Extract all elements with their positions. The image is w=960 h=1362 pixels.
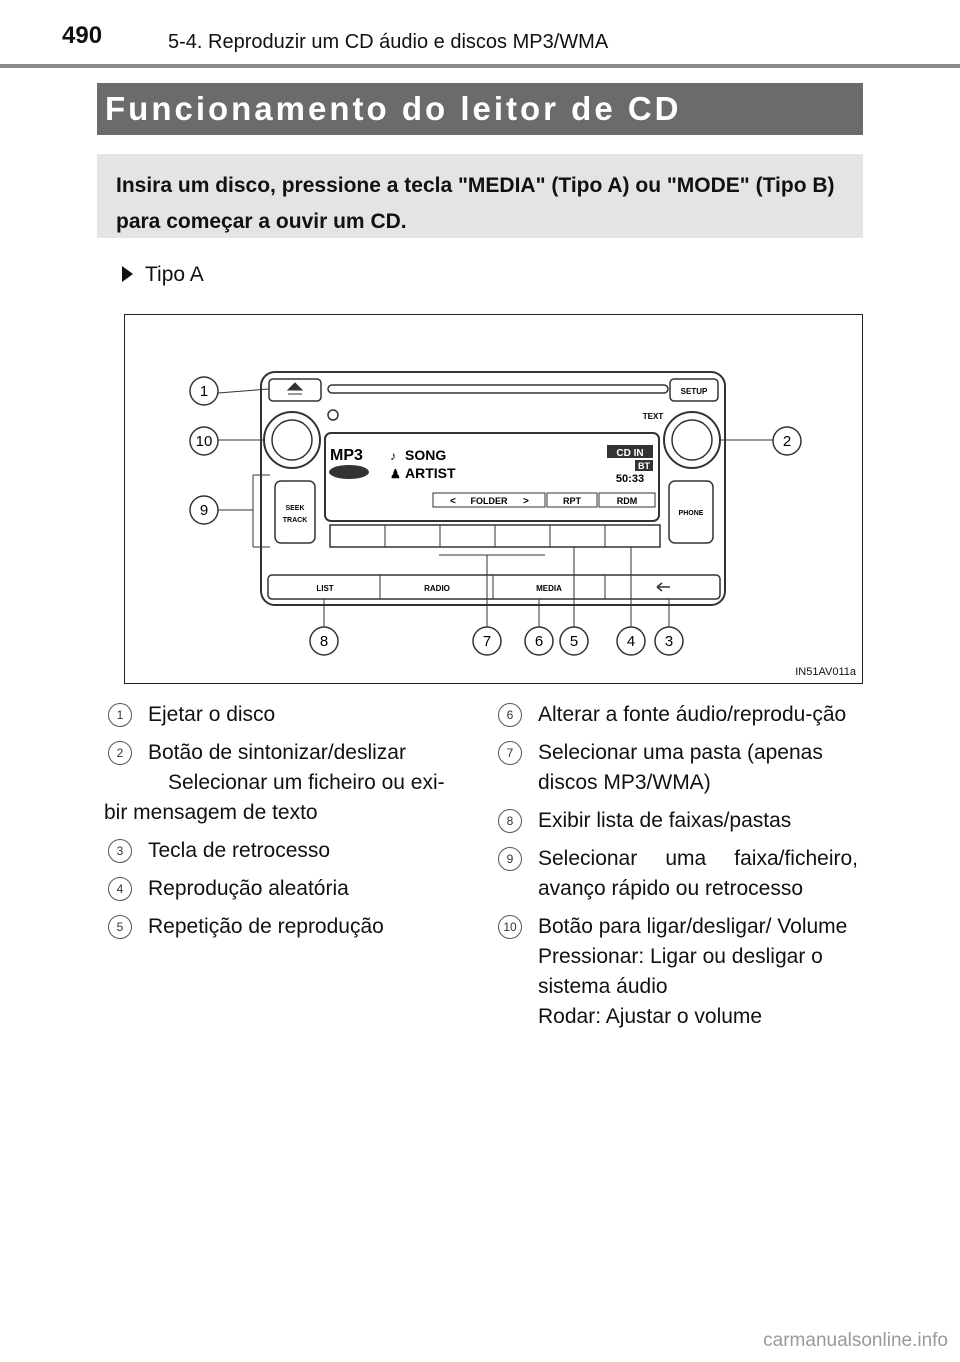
artist-label: ARTIST (405, 465, 456, 481)
media-label: MEDIA (536, 584, 562, 593)
item-text: Exibir lista de faixas/pastas (538, 809, 792, 832)
svg-text:>: > (523, 496, 529, 507)
item-number: 2 (108, 741, 132, 765)
legend-item (104, 912, 474, 942)
legend-left-column (104, 700, 474, 950)
intro-box (97, 154, 863, 238)
list-label: LIST (316, 584, 334, 593)
item-subtext-cont: bir mensagem de texto (104, 801, 318, 824)
section-title-bar (97, 83, 863, 135)
callout-10: 10 (195, 433, 213, 450)
item-number: 6 (498, 703, 522, 727)
item-number: 4 (108, 877, 132, 901)
folder-label: FOLDER (470, 496, 508, 506)
cd-in-label: CD IN (616, 448, 644, 459)
item-subtext: Selecionar um ficheiro ou exi- (168, 771, 445, 794)
callout-4: 4 (626, 633, 636, 650)
legend-right-column (494, 700, 858, 1040)
song-label: SONG (405, 447, 447, 463)
subheading-label: Tipo A (145, 263, 204, 286)
item-text: Tecla de retrocesso (148, 839, 331, 862)
cd-slot (328, 385, 668, 393)
subheading (122, 263, 204, 287)
text-label: TEXT (642, 412, 664, 421)
seek-label: SEEK (285, 505, 305, 512)
legend-item (494, 700, 858, 730)
header-rule (0, 64, 960, 68)
radio-diagram (125, 315, 864, 685)
item-text: Ejetar o disco (148, 703, 276, 726)
legend-item (494, 912, 858, 1032)
bt-label: BT (638, 461, 650, 471)
item-number: 3 (108, 839, 132, 863)
item-subtext: Pressionar: Ligar ou desligar o sistema áudio (538, 945, 823, 998)
legend-item (104, 700, 474, 730)
callout-3: 3 (664, 633, 674, 650)
radio-illustration (124, 314, 863, 684)
section-title: Funcionamento do leitor de CD (105, 90, 682, 127)
svg-text:♪: ♪ (390, 449, 396, 463)
item-text: Botão de sintonizar/deslizar (148, 741, 406, 764)
rdm-label: RDM (616, 496, 638, 506)
legend-item (104, 836, 474, 866)
mp3-label: MP3 (330, 447, 363, 464)
triangle-bullet-icon (122, 266, 133, 282)
callout-2: 2 (782, 433, 792, 450)
phone-label: PHONE (678, 510, 704, 517)
chapter-heading: 5-4. Reproduzir um CD áudio e discos MP3/WMA (168, 31, 609, 53)
item-number: 9 (498, 847, 522, 871)
callout-8: 8 (319, 633, 329, 650)
seek-track-button (275, 481, 315, 543)
item-number: 1 (108, 703, 132, 727)
legend-item (494, 806, 858, 836)
item-number: 7 (498, 741, 522, 765)
item-text: Selecionar uma pasta (apenas discos MP3/WMA) (538, 741, 823, 794)
item-text: Repetição de reprodução (148, 915, 384, 938)
legend-item (104, 874, 474, 904)
callout-6: 6 (534, 633, 544, 650)
legend-item (104, 738, 474, 828)
item-text: Reprodução aleatória (148, 877, 349, 900)
page-number: 490 (62, 22, 103, 49)
callout-7: 7 (482, 633, 492, 650)
svg-text:<: < (450, 496, 456, 507)
time-label: 50:33 (615, 473, 645, 485)
item-number: 10 (498, 915, 522, 939)
svg-text:♟: ♟ (390, 467, 401, 481)
legend-item (494, 738, 858, 798)
rpt-label: RPT (563, 496, 581, 506)
item-number: 5 (108, 915, 132, 939)
disc-icon (329, 465, 369, 479)
bottom-buttons-row (268, 575, 720, 599)
item-text: Botão para ligar/desligar/ Volume (538, 915, 848, 938)
callout-1: 1 (199, 383, 209, 400)
item-subtext: Rodar: Ajustar o volume (538, 1005, 763, 1028)
item-number: 8 (498, 809, 522, 833)
figure-code: IN51AV011a (795, 666, 856, 678)
legend-item (494, 844, 858, 904)
item-text: Alterar a fonte áudio/reprodu-ção (538, 703, 847, 726)
setup-label: SETUP (680, 387, 708, 396)
watermark: carmanualsonline.info (763, 1330, 948, 1351)
callout-9: 9 (199, 502, 209, 519)
track-label: TRACK (282, 517, 308, 524)
callout-5: 5 (569, 633, 579, 650)
radio-label: RADIO (424, 584, 450, 593)
intro-text: Insira um disco, pressione a tecla "MEDIA" (Tipo A) ou "MODE" (Tipo B) para começar a ouvir um CD. (116, 174, 835, 233)
item-text: Selecionar uma faixa/ficheiro, avanço rápido ou retrocesso (538, 847, 858, 900)
